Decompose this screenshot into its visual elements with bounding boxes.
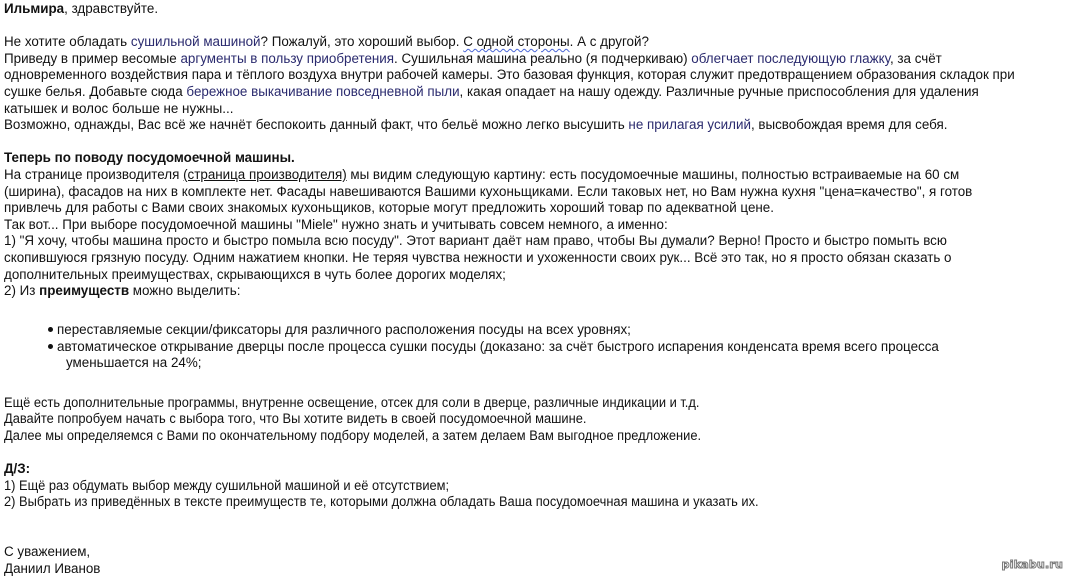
text: 2) Из <box>4 283 40 299</box>
text: сушке белья. Добавьте сюда <box>4 83 187 99</box>
link-dryer[interactable]: сушильной машиной <box>130 34 261 50</box>
paragraph-line: 1) "Я хочу, чтобы машина просто и быстро помыла всю посуду". Этот вариант даёт нам право, чтобы Вы думали? Верно! Просто и быстро помыть всю <box>4 233 947 249</box>
paragraph-line <box>4 34 1068 51</box>
text: Давайте попробуем начать с выбора того, что Вы хотите видеть в своей посудомоечной машине. <box>4 411 587 427</box>
heading-text: Теперь по поводу посудомоечной машины. <box>4 150 295 166</box>
text: Не хотите обладать <box>4 34 131 50</box>
text: 1) Ещё раз обдумать выбор между сушильной машиной и её отсутствием; <box>4 477 450 493</box>
link-dust[interactable]: бережное выкачивание повседневной пыли <box>186 83 460 99</box>
text: Далее мы определяемся с Вами по окончательному подбору моделей, а затем делаем Вам выгодное предложение. <box>4 427 702 443</box>
paragraph-line <box>4 167 1068 184</box>
bullet-icon <box>48 327 53 332</box>
paragraph-line: привлечь для работы с Вами своих знакомых кухоньщиков, которые могут предложить хороший товар по адекватной цене. <box>4 200 774 216</box>
text: , высвобождая время для себя. <box>750 117 948 133</box>
greeting-text: , здравствуйте. <box>64 1 159 16</box>
homework-item <box>4 494 1068 511</box>
bullet-item <box>48 322 1068 339</box>
signature-name: Даниил Иванов <box>4 560 101 576</box>
paragraph-line <box>4 84 1068 101</box>
heading-text: Д/З: <box>4 461 31 477</box>
text: На странице производителя <box>4 166 184 182</box>
text: можно выделить: <box>129 283 241 299</box>
bullet-item <box>48 339 1068 356</box>
bullet-icon <box>48 344 53 349</box>
link-manufacturer-page[interactable]: (страница производителя) <box>183 166 347 182</box>
paragraph-line <box>4 117 1068 134</box>
text: Ещё есть дополнительные программы, внутренне освещение, отсек для соли в дверце, различные индикации и т.д. <box>4 394 700 410</box>
text: . А с другой? <box>569 34 649 50</box>
link-ironing[interactable]: облегчает последующую глажку <box>691 50 890 66</box>
bullet-list <box>48 322 1068 372</box>
paragraph-line: (ширина), фасадов на них в комплекте нет. Фасады навешиваются Вашими кухоньщиками. Если таковых нет, но Вам нужна кухня "цена=качество", я готов <box>4 183 973 199</box>
paragraph-line <box>4 411 1068 428</box>
paragraph-line: катышек и волос больше не нужны... <box>4 100 234 116</box>
text: , какая опадает на нашу одежду. Различные ручные приспособления для удаления <box>459 83 979 99</box>
text: Возможно, однажды, Вас всё же начнёт беспокоить данный факт, что бельё можно легко высушить <box>4 117 629 133</box>
paragraph-line: скопившуюся грязную посуду. Одним нажатием кнопки. Не теряя чувства нежности и ухоженности своих рук... Всё это так, но я просто обязан сказать о <box>4 249 952 265</box>
text: , за счёт <box>889 50 942 66</box>
bullet-continuation: уменьшается на 24%; <box>66 355 202 371</box>
paragraph-line: дополнительных преимуществах, скрывающихся в чуть более дорогих моделях; <box>4 266 506 282</box>
greeting-line <box>4 1 1068 18</box>
bullet-text: переставляемые секции/фиксаторы для различного расположения посуды на всех уровнях; <box>57 322 631 338</box>
paragraph-line <box>4 428 1068 445</box>
recipient-name: Ильмира <box>4 1 65 16</box>
paragraph-line <box>4 283 1068 300</box>
text: мы видим следующую картину: есть посудомоечные машины, полностью встраиваемые на 60 см <box>346 166 960 182</box>
text: ? Пожалуй, это хороший выбор. <box>260 34 464 50</box>
paragraph-line: одновременного воздействия пара и тёплого воздуха внутри рабочей камеры. Это базовая функция, которая служит предотвращением образования складок при <box>4 67 1015 83</box>
letter-document <box>4 1 1068 577</box>
text: 2) Выбрать из приведённых в тексте преимуществ те, которыми должна обладать Ваша посудомоечная машина и указать их. <box>4 494 759 510</box>
link-effortless[interactable]: не прилагая усилий <box>628 117 751 133</box>
paragraph-line <box>4 51 1068 68</box>
text: Приведу в пример весомые <box>4 50 181 66</box>
homework-heading <box>4 461 1068 478</box>
text: . Сушильная машина реально (я подчеркиваю) <box>394 50 692 66</box>
paragraph-line: Так вот... При выборе посудомоечной машины "Miele" нужно знать и учитывать совсем немного, а именно: <box>4 216 668 232</box>
pikabu-watermark: pikabu.ru <box>1001 558 1063 572</box>
bullet-text: автоматическое открывание дверцы после процесса сушки посуды (доказано: за счёт быстрого испарения конденсата время всего процесса <box>57 338 939 354</box>
link-arguments[interactable]: аргументы в пользу приобретения <box>180 50 395 66</box>
signature-closing: С уважением, <box>4 544 91 559</box>
section-heading <box>4 150 1068 167</box>
bold-text: преимуществ <box>39 283 130 299</box>
paragraph-line <box>4 395 1068 412</box>
homework-item <box>4 478 1068 495</box>
link-one-side[interactable]: С одной стороны <box>463 34 570 50</box>
